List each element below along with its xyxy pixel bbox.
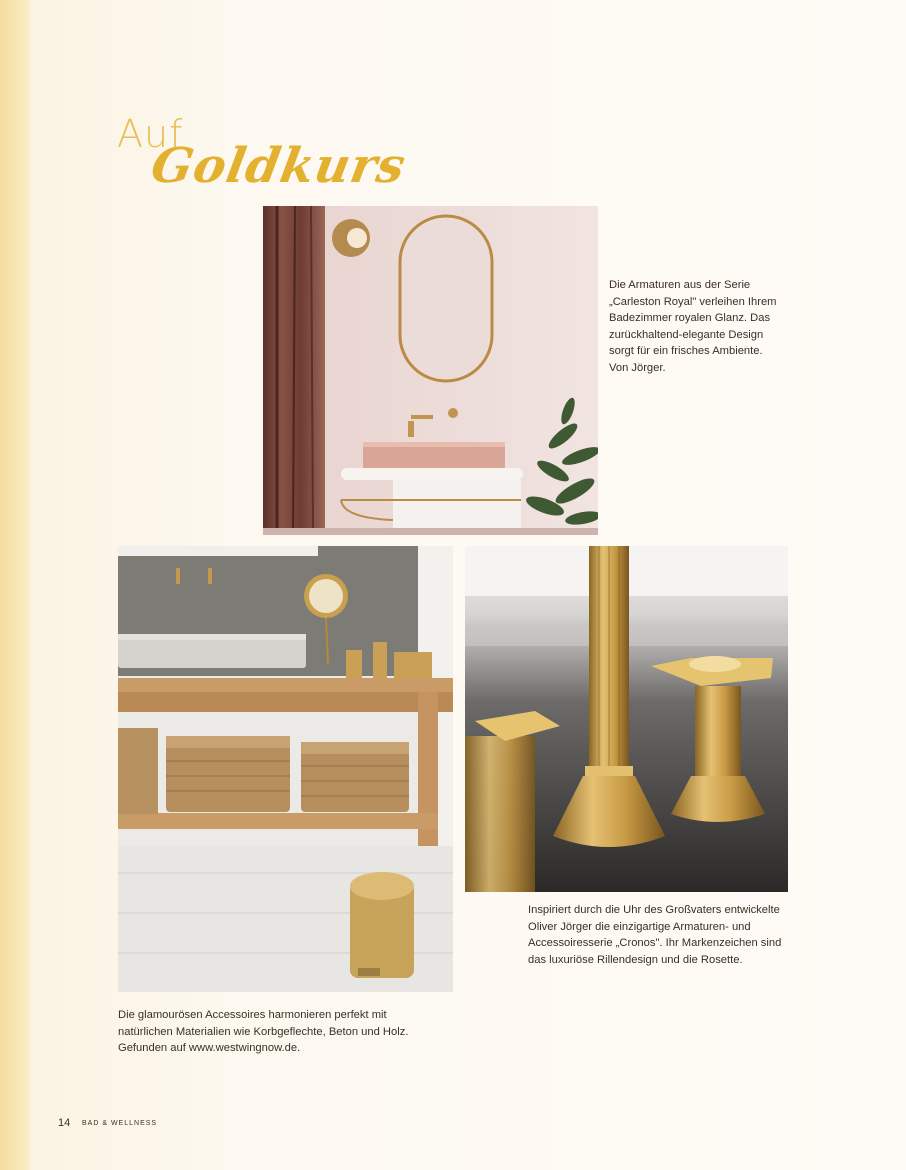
caption-line: natürlichen Materialien wie Korbgeflechte, Beton und Holz. xyxy=(118,1025,409,1038)
side-color-band xyxy=(0,0,30,1170)
caption-line: zurückhaltend-elegante Design xyxy=(609,328,764,341)
photo-gold-fittings xyxy=(465,546,788,892)
section-label: BAD & WELLNESS xyxy=(82,1120,158,1127)
caption-line: sorgt für ein frisches Ambiente. xyxy=(609,345,763,358)
photo-bathroom-pink-sink xyxy=(263,206,598,535)
bathroom-illustration xyxy=(263,206,598,535)
fittings-illustration xyxy=(465,546,788,892)
caption-photo1 xyxy=(609,277,809,377)
caption-line: Accessoiresserie „Cronos". Ihr Markenzeichen sind xyxy=(528,937,782,950)
caption-line: Inspiriert durch die Uhr des Großvaters entwickelte xyxy=(528,904,780,916)
caption-line: Badezimmer royalen Glanz. Das xyxy=(609,312,771,325)
caption-line: Von Jörger. xyxy=(609,361,666,374)
caption-line: Die glamourösen Accessoires harmonieren perfekt mit xyxy=(118,1009,387,1021)
caption-line: Gefunden auf www.westwingnow.de. xyxy=(118,1042,301,1055)
title-prefix: Auf xyxy=(117,112,184,156)
caption-photo2 xyxy=(118,1007,438,1057)
vanity-illustration xyxy=(118,546,453,992)
caption-line: „Carleston Royal" verleihen Ihrem xyxy=(609,295,777,308)
caption-line: Oliver Jörger die einzigartige Armaturen- und xyxy=(528,920,751,933)
photo-wooden-vanity xyxy=(118,546,453,992)
caption-line: Die Armaturen aus der Serie xyxy=(609,279,751,291)
title-main: Goldkurs xyxy=(147,138,411,194)
page-number: 14 xyxy=(58,1117,71,1129)
caption-photo3 xyxy=(528,902,798,968)
caption-line: das luxuriöse Rillendesign und die Rosette. xyxy=(528,953,743,966)
